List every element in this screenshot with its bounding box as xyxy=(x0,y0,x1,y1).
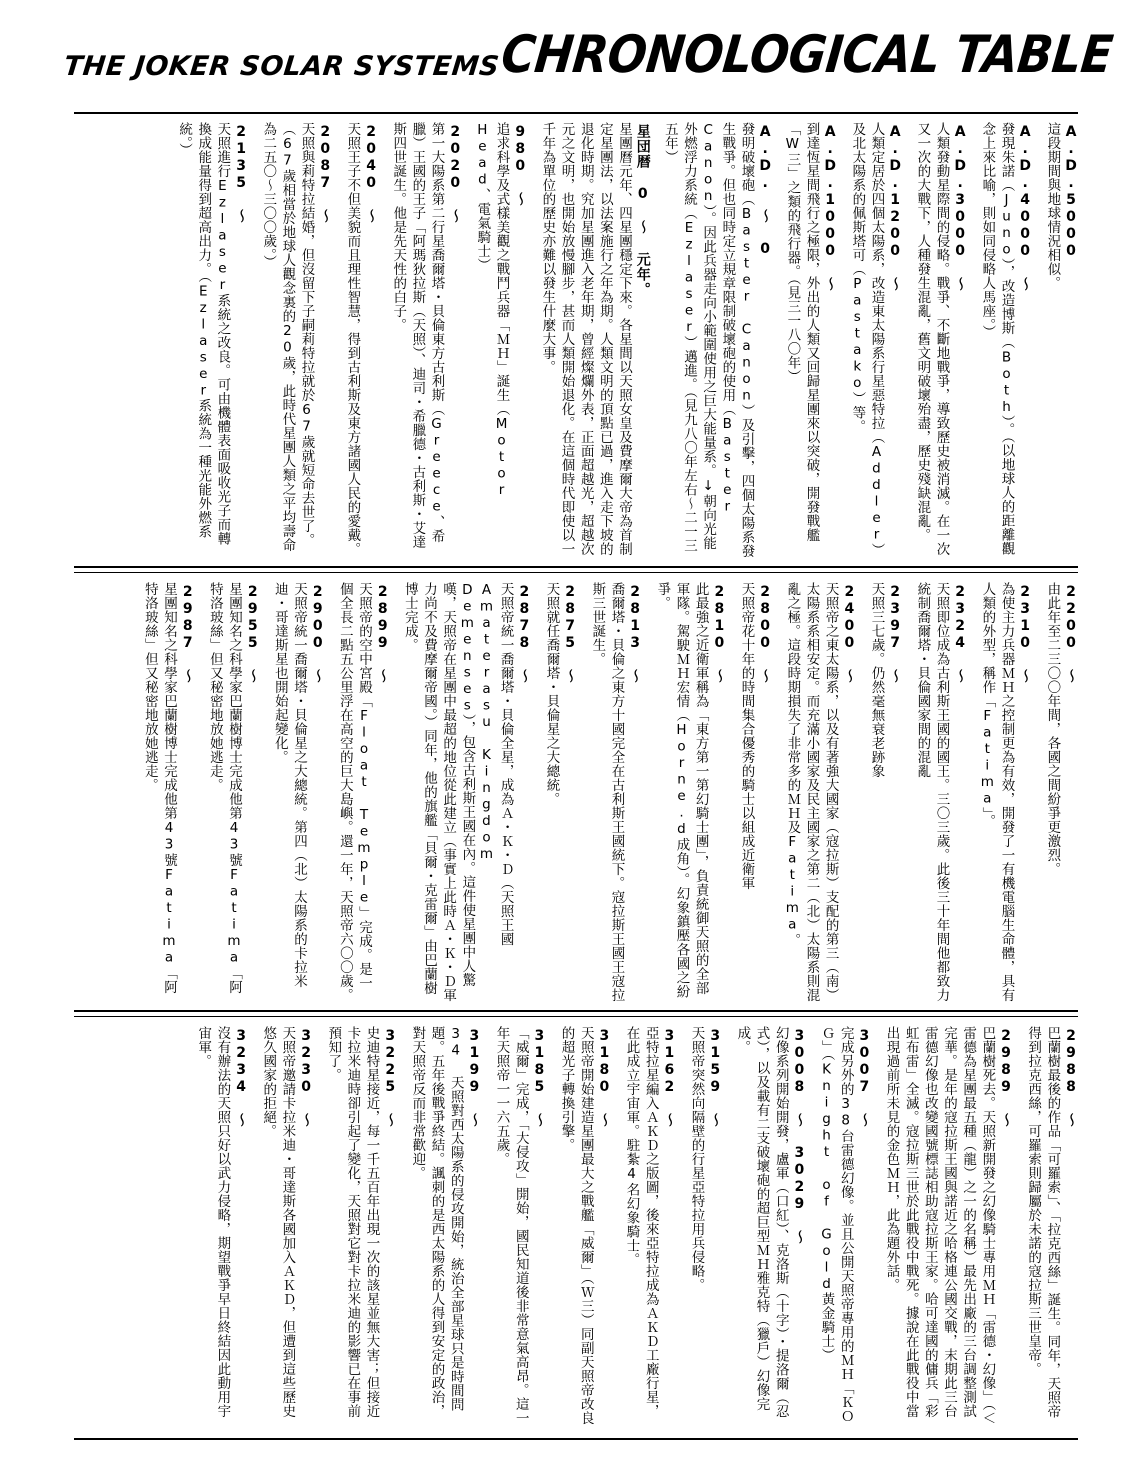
entry-year: 2040 〜 xyxy=(363,124,380,224)
entry-text: 追求科學及式樣美觀之戰鬥兵器「ＭＨ」誕生（Motor Head、電氣騎士） xyxy=(474,122,510,499)
timeline-entry xyxy=(782,582,856,1002)
entry-year: 2988 〜 xyxy=(1063,1028,1079,1128)
entry-year: 2989 〜 xyxy=(998,1028,1014,1128)
timeline-entry xyxy=(193,1026,248,1430)
timeline-entry xyxy=(335,582,390,1002)
entry-text: 巴蘭樹最後的作品「可羅索」、「拉克西絲」誕生。同年，天照帝得到拉克西絲，可羅索則歸屬於未諾的寇拉斯三世皇帝。 xyxy=(1025,1026,1061,1419)
entry-text: 「威爾」完成，「大侵攻」開始，國民知道後非常意氣高昂。這一年天照帝一一六五歲。 xyxy=(493,1026,529,1426)
entry-year: 2875 〜 xyxy=(562,584,579,684)
timeline-entry xyxy=(587,582,642,1002)
page-title-large: CHRONOLOGICAL TABLE xyxy=(498,24,1116,85)
page-header xyxy=(62,18,1116,85)
entry-text: 發現朱諾（Juno），改造博斯（Both）。（以地球人的距離觀念上來比喻，則如同侵略人馬座。） xyxy=(979,122,1015,556)
divider-row1-bottom xyxy=(74,566,1078,568)
entry-year: 980 〜 xyxy=(512,124,529,207)
entry-year: 3007 〜 xyxy=(856,1028,873,1128)
timeline-entry xyxy=(660,122,772,558)
timeline-entry xyxy=(174,122,248,558)
timeline-entry xyxy=(388,122,462,558)
entry-year: 3225 〜 xyxy=(382,1028,399,1128)
entry-year: A.D. 〜 0 xyxy=(757,124,774,258)
entry-year: 2310 〜 xyxy=(1017,584,1034,684)
timeline-row-1 xyxy=(74,122,1078,558)
timeline-entry xyxy=(621,1026,676,1430)
entry-text: 天照帝開始建造星團最大之戰艦「威爾」（Ｗ三）同副天照帝改良的超光子轉換引擎。 xyxy=(558,1026,594,1426)
entry-text: 巴蘭樹死去。天照新開發之幻像騎士專用ＭＨ「雷德・幻像」（＜雷德為星團最五種（龍）之一的名稱）最先出廠的三台調整測試完華。是年的寇拉斯王國與諾近之哈格連公國交戰，末期此三台雷德幻像也改變國號標誌相助寇拉斯王家。哈可達國的傭兵「彩虹布雷」全滅。寇拉斯三世於此戰役中戰死。據說在此戰役中當出現過前所未見的金色ＭＨ，此為題外話。 xyxy=(883,1026,996,1426)
entry-year: 2878 〜 xyxy=(516,584,533,684)
timeline-entry xyxy=(977,582,1032,1002)
entry-year: 3230 〜 xyxy=(298,1028,315,1128)
entry-text: 沒有辦法的天照只好以武力侵略，期望戰爭早日終結因此動用宇宙軍。 xyxy=(195,1026,231,1418)
timeline-entry xyxy=(977,122,1032,558)
entry-text: 天照帝的空中宮殿「Float Temple」完成。是一個全長二點五公里浮在高空的巨大島嶼。還一年，天照帝六〇〇歲。 xyxy=(336,582,372,1002)
entry-text: 星團曆元年、四星團穩定下來。各星間以天照女皇及費摩爾大帝為首制定星團法，以法案施行之年為期。人類文明的頂點已過，進入走下坡的退化時期。究加星團進入老年期，曾經燦爛外表，正面超越光，超越次元之文明，也開始放慢腳步，甚而人類開始退化。在這個時代即使以一千年為單位的歷史亦難以發生什麼大事。 xyxy=(539,122,632,556)
entry-text: 人類定居於四個太陽系，改造東太陽系行星惡特拉（Addler）及北太陽系的佩斯塔可（Pastako）等。 xyxy=(849,122,885,557)
timeline-entry xyxy=(732,1026,806,1430)
entry-year: 2899 〜 xyxy=(374,584,391,684)
timeline-entry xyxy=(866,582,902,1002)
timeline-entry xyxy=(912,122,967,558)
divider-row3-top xyxy=(74,1016,1078,1017)
timeline-entry xyxy=(782,122,837,558)
entry-year: 2987 〜 xyxy=(179,584,196,684)
entry-text: 喬爾塔・貝倫之東方十國完全在古利斯王國統下。寇拉斯王國王寇拉斯三世誕生。 xyxy=(589,582,625,1002)
entry-text: 天照三七歲。仍然毫無衰老跡象 xyxy=(868,582,885,778)
divider-top xyxy=(74,112,1078,114)
entry-text: 完成另外的38台雷德幻像。並且公開天照帝專用的ＭＨ「ＫＯＧ」（Knight of Gold黃金騎士） xyxy=(818,1026,854,1423)
entry-year: 3199 〜 xyxy=(466,1028,483,1128)
entry-year: 2955 〜 xyxy=(244,584,261,684)
timeline-row-3 xyxy=(74,1026,1078,1430)
entry-year: 星団暦 0 〜 元年。 xyxy=(634,124,651,297)
entry-year: 3185 〜 xyxy=(531,1028,548,1128)
timeline-entry xyxy=(472,122,527,558)
timeline-entry xyxy=(205,582,260,1002)
entry-text: 星團知名之科學家巴蘭樹博士完成他第43號Fatima「阿特洛玻絲」但又秘密地放她逃走。 xyxy=(141,582,177,994)
entry-text: 亞特拉星編入ＡＫＤ之版圖，後來亞特拉成為ＡＫＤ工廠行星，在此成立宇宙軍。駐紮4名幻象騎士。 xyxy=(623,1026,659,1418)
entry-text: 為使主力兵器ＭＨ之控制更為有效，開發了一有機電腦生命體，具有人類的外型，稱作「Fatima」。 xyxy=(979,582,1015,1002)
entry-text: 34 天照對西太陽系的侵攻開始，統治全部星球只是時間問題。五年後戰爭終結。諷刺的是西太陽系的人得到安定的政治，對天照帝反而非常歡迎。 xyxy=(409,1026,464,1418)
entry-text: 到達恆星間飛行之極限，外出的人類又回歸星團來以突破，開發戰艦「W三」之類的飛行器。（見三一八〇年） xyxy=(784,122,820,542)
entry-text: 這段期間與地球情況相似。 xyxy=(1044,122,1061,290)
timeline-entry xyxy=(556,1026,611,1430)
entry-text: 史迪特星接近，每一千五百年出現一次的該星並無大害；但接近卡拉米迪時卻引起了變化，天照對它對卡拉米迪的影響已在事前預知了。 xyxy=(325,1026,380,1418)
entry-text: 星團知名之科學家巴蘭樹博士完成他第43號Fatima「阿特洛玻絲」但又秘密地放她逃走。 xyxy=(206,582,242,994)
entry-text: 天照進行Ezlaser系統之改良。可由機體表面吸收光子而轉換成能量得到超高出力。（Ezlaser系統為一種光能外燃系統。） xyxy=(176,122,231,546)
entry-year: 2810 〜 xyxy=(711,584,728,684)
timeline-entry xyxy=(541,582,577,1002)
entry-text: 第一大陽系第二行星喬爾塔・貝倫東方古利斯（Greece、希臘）王國的王子「阿瑪狄拉斯（天照）、迪司・希臘德・古利斯・艾達斯四世誕生。他是先天性的白子。 xyxy=(390,122,445,550)
entry-year: 3159 〜 xyxy=(707,1028,724,1128)
timeline-row-2 xyxy=(74,582,1078,1002)
entry-year: 3162 〜 xyxy=(661,1028,678,1128)
timeline-entry xyxy=(912,582,967,1002)
entry-text: 由此年至二三〇〇年間，各國之間紛爭更激烈。 xyxy=(1044,582,1061,876)
timeline-entry xyxy=(342,122,378,558)
entry-text: 發明破壞砲（Baster Canon）及引擊，四個太陽系發生戰爭。但也同時定立規章限制破壞砲的使用（Baster Canon）。因此兵器走向小範圍使用之巨大能量系。↓朝向光能外燃浮力系統（Ezlaser）邁進。（見九八〇年左右〜二一三五年） xyxy=(661,122,755,558)
timeline-entry xyxy=(1042,582,1078,1002)
entry-text: 此最強之近衛軍稱為「東方第一第幻騎士團」，負責統御天照的全部軍隊。駕駛ＭＨ宏情（Horne.d成角）。幻象鎮壓各國之紛爭。 xyxy=(654,582,709,999)
timeline-entry xyxy=(736,582,772,1002)
divider-row2-top xyxy=(74,572,1078,573)
timeline-entry xyxy=(847,122,902,558)
entry-year: 2324 〜 xyxy=(952,584,969,684)
entry-year: 2900 〜 xyxy=(309,584,326,684)
entry-year: 2813 〜 xyxy=(627,584,644,684)
timeline-entry xyxy=(537,122,649,558)
entry-year: 2800 〜 xyxy=(757,584,774,684)
entry-year: 2135 〜 xyxy=(233,124,250,224)
timeline-entry xyxy=(400,582,532,1002)
timeline-entry xyxy=(140,582,195,1002)
timeline-entry xyxy=(270,582,325,1002)
divider-bottom xyxy=(74,1438,1078,1440)
entry-year: A.D.3000 〜 xyxy=(952,124,969,292)
entry-year: 3008 〜 3029 〜 xyxy=(791,1028,808,1245)
entry-text: 天照帝之東太陽系，以及有著強大國家（寇拉斯）支配的第三（南）太陽系系相安定。而充滿小國家及民主國家之第二（北）太陽系則混亂之極。這段時期損失了非常多的ＭＨ及Fatima。 xyxy=(784,582,839,1002)
entry-year: A.D.1000 〜 xyxy=(822,124,839,292)
timeline-entry xyxy=(258,122,332,558)
entry-year: 3234 〜 xyxy=(233,1028,250,1128)
entry-text: 天照與莉特拉結婚，但沒留下子嗣莉特拉就於67歲就短命去世了。（67歲相當於地球人觀念裏的20歲，此時代星團人類之平均壽命為二五〇〜三〇〇歲。） xyxy=(260,122,315,552)
entry-text: 天照就任喬爾塔・貝倫星之大總統。 xyxy=(543,582,560,806)
entry-text: 幻像系列開始開發，盧軍（口紅）、克洛斯（十字）・提洛爾（忍式），以及載有二支破壞砲的超巨型ＭＨ雅克特（獵戶）幻像完成。 xyxy=(734,1026,789,1419)
timeline-entry xyxy=(686,1026,722,1430)
timeline-entry xyxy=(1023,1026,1078,1430)
entry-text: 天照帝統一喬爾塔・貝倫全星，成為Ａ・Ｋ・Ｄ（天照王國Amaterasu Kingdom Demenses），包含古利斯王國在內。這件使星團中人驚嘆，天照帝在星團中最超的地位從此建立（事實上此時Ａ・Ｋ・Ｄ軍力尚不及費摩爾帝國。）同年，他的旗艦「貝爾・克雷爾」由巴蘭樹博士完成。 xyxy=(401,582,514,1002)
timeline-entry xyxy=(323,1026,397,1430)
entry-year: A.D.5000 xyxy=(1063,124,1079,260)
entry-year: 2397 〜 xyxy=(887,584,904,684)
entry-text: 天照帝突然向隔壁的行星亞特拉用兵侵略。 xyxy=(688,1026,705,1292)
entry-text: 天照王子不但美貌而且理性智慧，得到古利斯及東方諸國人民的愛戴。 xyxy=(344,122,361,556)
entry-year: 2200 〜 xyxy=(1063,584,1079,684)
timeline-entry xyxy=(1042,122,1078,558)
entry-year: 2087 〜 xyxy=(317,124,334,224)
timeline-entry xyxy=(407,1026,481,1430)
entry-text: 天照帝花十年的時間集合優秀的騎士以組成近衛軍 xyxy=(738,582,755,890)
entry-year: 2400 〜 xyxy=(841,584,858,684)
entry-year: 3180 〜 xyxy=(596,1028,613,1128)
divider-row2-bottom xyxy=(74,1010,1078,1012)
timeline-entry xyxy=(258,1026,313,1430)
entry-text: 天照帝邀請卡拉米迪・哥達斯各國加入ＡＫＤ，但遭到這些歷史悠久國家的拒絕。 xyxy=(260,1026,296,1418)
timeline-entry xyxy=(881,1026,1013,1430)
entry-text: 人類發動星際間的侵略。戰爭、不斷地戰爭，導致歷史被消滅。在一次又一次的大戰下，人種發生混亂，舊文明破壞殆盡，歷史殘缺混亂。 xyxy=(914,122,950,556)
entry-text: 天照即位成為古利斯王國的國王。三〇三歲。此後三十年間他都致力統制喬爾塔・貝倫國家間的混亂 xyxy=(914,582,950,1002)
entry-year: A.D.1200 〜 xyxy=(887,124,904,292)
entry-year: 2020 〜 xyxy=(447,124,464,224)
timeline-entry xyxy=(816,1026,871,1430)
timeline-entry xyxy=(652,582,726,1002)
entry-year: A.D.4000 〜 xyxy=(1017,124,1034,292)
page-title-small: THE JOKER SOLAR SYSTEMS xyxy=(62,51,501,82)
entry-text: 天照帝統一喬爾塔・貝倫星之大總統。第四（北）太陽系的卡拉米迪・哥達斯星也開始起變化。 xyxy=(271,582,307,988)
timeline-entry xyxy=(491,1026,546,1430)
